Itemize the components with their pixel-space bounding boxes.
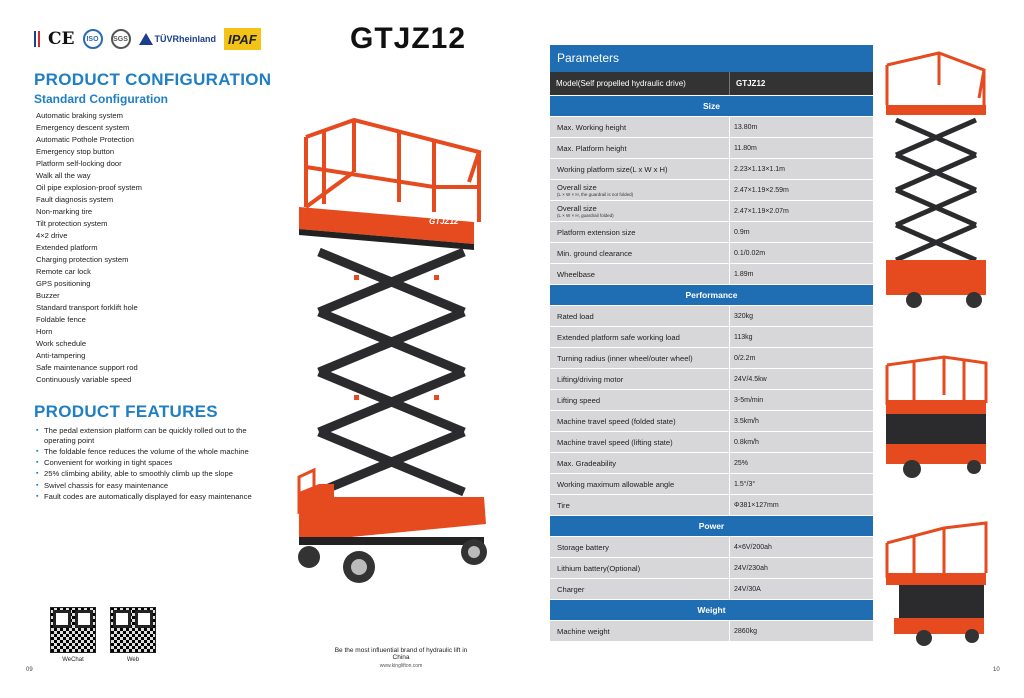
configuration-item: Foldable fence bbox=[36, 315, 86, 324]
feature-item: ▪ The foldable fence reduces the volume of the whole machine bbox=[36, 447, 266, 457]
parameter-key-text: Tire bbox=[557, 500, 570, 510]
parameter-key-text: Lifting speed bbox=[557, 395, 601, 405]
flag-icon bbox=[34, 31, 40, 47]
parameter-key bbox=[550, 264, 730, 284]
parameter-key-text: Max. Gradeability bbox=[557, 458, 617, 468]
parameter-key-text: Working platform size(L x W x H) bbox=[557, 164, 668, 174]
configuration-item: Tilt protection system bbox=[36, 219, 108, 228]
parameter-row bbox=[550, 390, 873, 410]
parameter-note: (L × W × H, guardrail folded) bbox=[557, 213, 614, 218]
parameter-key-text: Machine travel speed (lifting state) bbox=[557, 437, 673, 447]
parameter-key bbox=[550, 222, 730, 242]
parameter-value: 0.1/0.02m bbox=[734, 249, 766, 257]
configuration-item: Non-marking tire bbox=[36, 207, 93, 216]
section-header: Power bbox=[550, 516, 873, 536]
scissor-lift-angled-image bbox=[884, 518, 989, 648]
tagline-text: Be the most influential brand of hydraulic lift in China bbox=[334, 647, 468, 661]
features-list bbox=[36, 426, 266, 503]
section-header: Weight bbox=[550, 600, 873, 620]
parameter-row bbox=[550, 327, 873, 347]
parameter-key-text: Lifting/driving motor bbox=[557, 374, 624, 384]
tuv-logo-icon: TÜVRheinland bbox=[139, 28, 217, 50]
parameter-row bbox=[550, 306, 873, 326]
parameter-row bbox=[550, 558, 873, 578]
parameter-key-text: Max. Working height bbox=[557, 122, 627, 132]
parameter-value: 25% bbox=[734, 459, 749, 467]
parameter-value: 2.47×1.19×2.59m bbox=[734, 186, 789, 194]
website-url[interactable]: www.kinglifton.com bbox=[379, 663, 423, 669]
parameter-key bbox=[550, 558, 730, 578]
parameter-row bbox=[550, 348, 873, 368]
parameter-value: 3-5m/min bbox=[734, 396, 764, 404]
ipaf-logo-icon: IPAF bbox=[224, 28, 261, 50]
parameter-row bbox=[550, 243, 873, 263]
parameter-sections bbox=[550, 96, 873, 641]
parameter-key-text: Wheelbase bbox=[557, 269, 595, 279]
configuration-item: Continuously variable speed bbox=[36, 375, 132, 384]
configuration-item: Automatic braking system bbox=[36, 111, 123, 120]
parameter-row bbox=[550, 138, 873, 158]
configuration-item: Extended platform bbox=[36, 243, 98, 252]
configuration-item: Buzzer bbox=[36, 291, 60, 300]
configuration-item: 4×2 drive bbox=[36, 231, 68, 240]
parameter-key bbox=[550, 138, 730, 158]
page-number-left: 09 bbox=[26, 667, 33, 673]
parameter-value: 2.23×1.13×1.1m bbox=[734, 165, 785, 173]
parameter-row bbox=[550, 159, 873, 179]
parameter-row bbox=[550, 222, 873, 242]
scissor-lift-stowed-image bbox=[884, 355, 989, 485]
ce-mark-icon: CE bbox=[48, 29, 75, 49]
parameter-key bbox=[550, 159, 730, 179]
parameter-value: 3.5km/h bbox=[734, 417, 759, 425]
footer-tagline bbox=[326, 647, 476, 669]
configuration-item: Platform self-locking door bbox=[36, 159, 122, 168]
configuration-item: Automatic Pothole Protection bbox=[36, 135, 134, 144]
sgs-logo-icon: SGS bbox=[111, 29, 131, 49]
configuration-item: Horn bbox=[36, 327, 53, 336]
parameter-key bbox=[550, 453, 730, 473]
configuration-heading: PRODUCT CONFIGURATION bbox=[34, 70, 272, 89]
parameter-row bbox=[550, 495, 873, 515]
parameter-key bbox=[550, 432, 730, 452]
parameter-key-text: Overall size bbox=[557, 204, 597, 213]
parameter-value: 320kg bbox=[734, 312, 754, 320]
parameter-row bbox=[550, 537, 873, 557]
parameter-value: 24V/30A bbox=[734, 585, 761, 593]
parameters-table bbox=[550, 45, 873, 641]
parameter-key bbox=[550, 474, 730, 494]
configuration-item: Safe maintenance support rod bbox=[36, 363, 138, 372]
parameter-key bbox=[550, 243, 730, 263]
parameter-value: 0/2.2m bbox=[734, 354, 756, 362]
parameter-value: 2860kg bbox=[734, 627, 757, 635]
section-header: Performance bbox=[550, 285, 873, 305]
parameter-key bbox=[550, 411, 730, 431]
parameter-key-text: Max. Platform height bbox=[557, 143, 627, 153]
parameter-key bbox=[550, 201, 730, 221]
feature-item: ▪ Convenient for working in tight spaces bbox=[36, 458, 266, 468]
configuration-item: GPS positioning bbox=[36, 279, 91, 288]
parameter-key bbox=[550, 390, 730, 410]
configuration-subheading: Standard Configuration bbox=[34, 92, 168, 106]
qr-label: WeChat bbox=[62, 657, 84, 663]
parameter-value: 4×6V/200ah bbox=[734, 543, 772, 551]
parameter-row bbox=[550, 411, 873, 431]
parameter-row bbox=[550, 621, 873, 641]
configuration-item: Fault diagnosis system bbox=[36, 195, 114, 204]
parameter-value: 1.89m bbox=[734, 270, 754, 278]
parameter-value: 0.8km/h bbox=[734, 438, 759, 446]
configuration-item: Work schedule bbox=[36, 339, 87, 348]
scissor-lift-image bbox=[294, 112, 504, 587]
configuration-item: Emergency stop button bbox=[36, 147, 115, 156]
parameter-key-text: Charger bbox=[557, 584, 585, 594]
parameters-title: Parameters bbox=[550, 45, 873, 72]
configuration-item: Standard transport forklift hole bbox=[36, 303, 138, 312]
model-title: GTJZ12 bbox=[350, 22, 467, 55]
qr-code-icon bbox=[110, 607, 156, 653]
parameter-row bbox=[550, 180, 873, 200]
parameter-key-text: Overall size bbox=[557, 183, 597, 192]
parameter-key-text: Turning radius (inner wheel/outer wheel) bbox=[557, 353, 693, 363]
parameter-row bbox=[550, 369, 873, 389]
configuration-item: Charging protection system bbox=[36, 255, 129, 264]
feature-item: ▪ 25% climbing ability, able to smoothly climb up the slope bbox=[36, 469, 266, 479]
configuration-item: Walk all the way bbox=[36, 171, 91, 180]
parameter-key bbox=[550, 495, 730, 515]
configuration-item: Oil pipe explosion-proof system bbox=[36, 183, 142, 192]
parameter-key-text: Rated load bbox=[557, 311, 594, 321]
qr-label: Web bbox=[126, 657, 140, 663]
qr-wechat[interactable] bbox=[50, 607, 96, 663]
parameter-key-text: Storage battery bbox=[557, 542, 609, 552]
parameter-key bbox=[550, 579, 730, 599]
parameter-value: 1.5°/3° bbox=[734, 480, 756, 488]
parameter-key-text: Working maximum allowable angle bbox=[557, 479, 675, 489]
model-value: GTJZ12 bbox=[736, 79, 766, 88]
model-row bbox=[550, 72, 873, 95]
parameter-row bbox=[550, 264, 873, 284]
certification-logos bbox=[34, 28, 261, 50]
platform-model-label: GTJZ12 bbox=[429, 217, 459, 226]
parameter-row bbox=[550, 453, 873, 473]
feature-item: ▪ The pedal extension platform can be quickly rolled out to the operating point bbox=[36, 426, 266, 445]
parameter-row bbox=[550, 474, 873, 494]
parameter-value: 0.9m bbox=[734, 228, 750, 236]
page-number-right: 10 bbox=[993, 667, 1000, 673]
parameter-key bbox=[550, 348, 730, 368]
parameter-key bbox=[550, 621, 730, 641]
scissor-lift-extended-image bbox=[884, 50, 989, 315]
parameter-key-text: Lithium battery(Optional) bbox=[557, 563, 641, 573]
parameter-key bbox=[550, 369, 730, 389]
iso-logo-icon: ISO bbox=[83, 29, 103, 49]
parameter-row bbox=[550, 432, 873, 452]
features-heading: PRODUCT FEATURES bbox=[34, 402, 218, 421]
parameter-key-text: Extended platform safe working load bbox=[557, 332, 680, 342]
parameter-key bbox=[550, 306, 730, 326]
parameter-key bbox=[550, 117, 730, 137]
feature-item: ▪ Swivel chassis for easy maintenance bbox=[36, 481, 266, 491]
qr-web[interactable] bbox=[110, 607, 156, 663]
parameter-key-text: Machine travel speed (folded state) bbox=[557, 416, 676, 426]
parameter-value: 24V/4.5kw bbox=[734, 375, 767, 383]
parameter-value: 13.80m bbox=[734, 123, 758, 131]
parameter-key bbox=[550, 327, 730, 347]
configuration-item: Remote car lock bbox=[36, 267, 91, 276]
parameter-key bbox=[550, 180, 730, 200]
parameter-value: 11.80m bbox=[734, 144, 757, 152]
section-header: Size bbox=[550, 96, 873, 116]
feature-item: ▪ Fault codes are automatically displayed for easy maintenance bbox=[36, 492, 266, 502]
model-key: Model(Self propelled hydraulic drive) bbox=[550, 72, 730, 95]
parameter-note: (L × W × H, the guardrail is not folded) bbox=[557, 192, 634, 197]
parameter-key-text: Platform extension size bbox=[557, 227, 636, 237]
parameter-row bbox=[550, 579, 873, 599]
parameter-key-text: Min. ground clearance bbox=[557, 248, 633, 258]
configuration-list bbox=[36, 110, 142, 386]
qr-code-icon bbox=[50, 607, 96, 653]
configuration-item: Anti-tampering bbox=[36, 351, 86, 360]
parameter-value: 113kg bbox=[734, 333, 753, 341]
parameter-key bbox=[550, 537, 730, 557]
parameter-row bbox=[550, 201, 873, 221]
parameter-value: 2.47×1.19×2.07m bbox=[734, 207, 789, 215]
parameter-row bbox=[550, 117, 873, 137]
configuration-item: Emergency descent system bbox=[36, 123, 130, 132]
parameter-key-text: Machine weight bbox=[557, 626, 610, 636]
parameter-value: Φ381×127mm bbox=[734, 501, 779, 509]
parameter-value: 24V/230ah bbox=[734, 564, 768, 572]
